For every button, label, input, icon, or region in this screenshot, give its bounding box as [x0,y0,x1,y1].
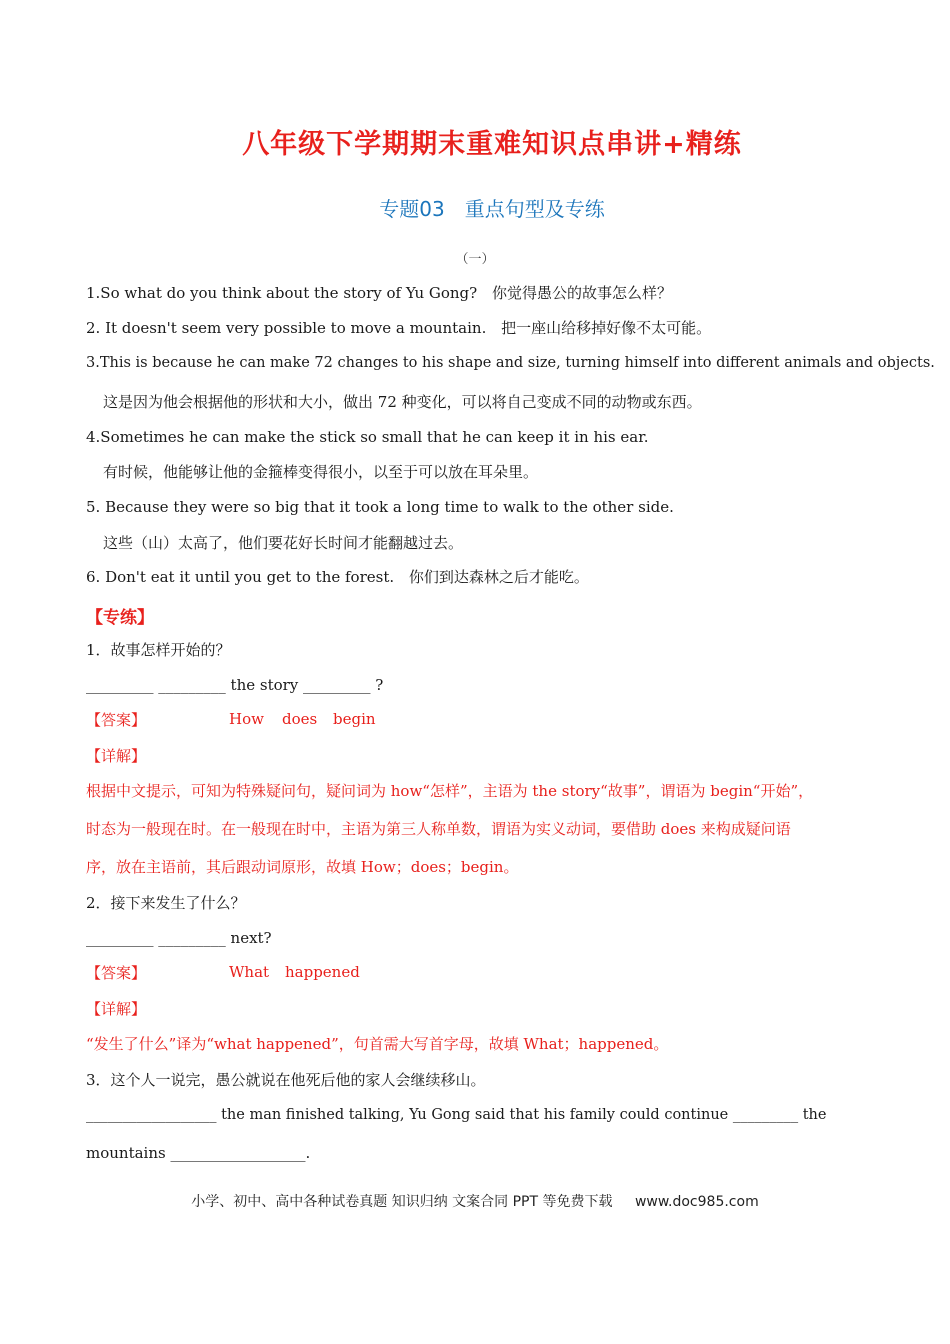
sentence-6-en: 6. Don't eat it until you get to the forest. [86,568,395,586]
exercise-1-answer-1: How [229,710,264,728]
exercise-1-blanks: _________ _________ the story _________ ? [86,676,384,694]
sentence-2-en: 2. It doesn't seem very possible to move a mountain. [86,319,487,337]
exercise-2-answer-2: happened [285,963,360,981]
sentence-2 [86,318,711,338]
document-subtitle: 专题03 重点句型及专练 [379,197,605,221]
practice-label: 【专练】 [86,608,154,628]
exercise-1-answer-3: begin [333,710,376,728]
sentence-5-zh: 这些（山）太高了，他们要花好长时间才能翻越过去。 [103,534,464,552]
detail-label: 【详解】 [86,747,147,765]
answer-label: 【答案】 [86,711,147,729]
sentence-1-zh: 你觉得愚公的故事怎么样？ [491,284,672,302]
sentence-3-zh: 这是因为他会根据他的形状和大小，做出 72 种变化，可以将自己变成不同的动物或东西。 [103,393,702,411]
sentence-3-en: 3.This is because he can make 72 changes to his shape and size, turning himself into different animals and objects. [86,355,935,371]
exercise-1-detail-line-1: 根据中文提示，可知为特殊疑问句，疑问词为 how“怎样”，主语为 the story“故事”，谓语为 begin“开始”， [86,782,814,800]
sentence-5-en: 5. Because they were so big that it took a long time to walk to the other side. [86,498,674,516]
part-label: （一） [455,252,495,267]
exercise-1-detail-line-2: 时态为一般现在时。在一般现在时中，主语为第三人称单数，谓语为实义动词，要借助 does 来构成疑问语 [86,820,791,838]
exercise-2-answer-1: What [229,963,270,981]
exercise-2-blanks: _________ _________ next? [86,929,272,947]
sentence-4-zh: 有时候，他能够让他的金箍棒变得很小，以至于可以放在耳朵里。 [103,463,539,481]
exercise-3-blanks-line-1: __________________ the man finished talking, Yu Gong said that his family could continue _________ the [86,1107,827,1123]
exercise-1-question: 1．故事怎样开始的？ [86,641,231,659]
exercise-2-question: 2．接下来发生了什么？ [86,894,246,912]
exercise-1-answer-2: does [282,710,318,728]
footer-text: 小学、初中、高中各种试卷真题 知识归纳 文案合同 PPT 等免费下载 [191,1194,613,1210]
page-footer [0,1191,950,1211]
detail-label: 【详解】 [86,1000,147,1018]
sentence-2-zh: 把一座山给移掉好像不太可能。 [501,319,712,337]
sentence-6 [86,567,589,587]
document-title: 八年级下学期期末重难知识点串讲+精练 [242,129,742,160]
exercise-3-question: 3．这个人一说完，愚公就说在他死后他的家人会继续移山。 [86,1071,486,1089]
exercise-1-detail-line-3: 序，放在主语前，其后跟动词原形，故填 How；does；begin。 [86,858,519,876]
sentence-1-en: 1.So what do you think about the story of Yu Gong? [86,284,478,302]
sentence-4-en: 4.Sometimes he can make the stick so small that he can keep it in his ear. [86,428,649,446]
sentence-6-zh: 你们到达森林之后才能吃。 [408,568,589,586]
footer-url[interactable]: www.doc985.com [634,1194,759,1210]
exercise-3-blanks-line-2: mountains __________________. [86,1144,311,1162]
answer-label: 【答案】 [86,964,147,982]
sentence-1 [86,283,672,303]
exercise-1-answer-row [86,710,146,730]
exercise-2-detail-line-1: “发生了什么”译为“what happened”，句首需大写首字母，故填 What；happened。 [86,1035,669,1053]
